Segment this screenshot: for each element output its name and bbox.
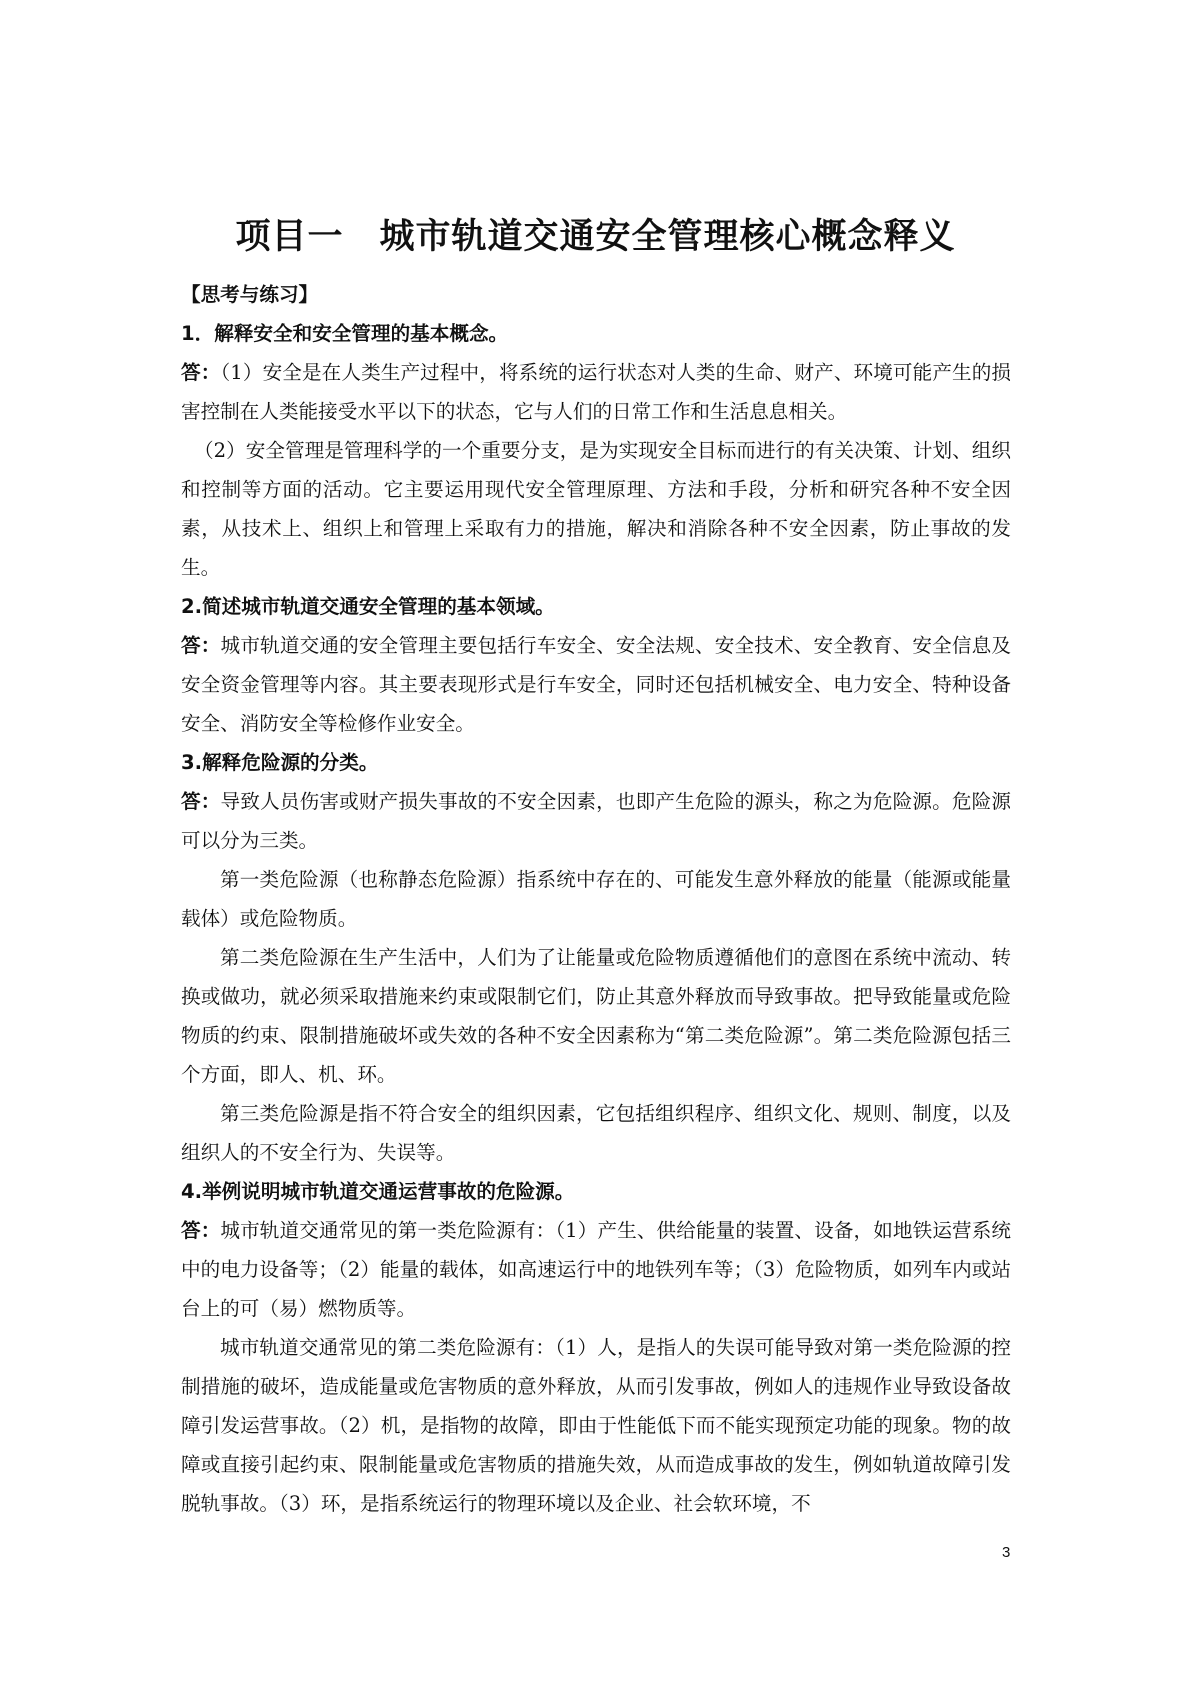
answer-text: （1）安全是在人类生产过程中，将系统的运行状态对人类的生命、财产、环境可能产生的损害控制在人类能接受水平以下的状态，它与人们的日常工作和生活息息相关。 [181, 361, 1012, 423]
answer-4-para-2: 城市轨道交通常见的第二类危险源有：（1）人，是指人的失误可能导致对第一类危险源的控制措施的破坏，造成能量或危害物质的意外释放，从而引发事故，例如人的违规作业导致设备故障引发运营事故。（2）机，是指物的故障，即由于性能低下而不能实现预定功能的现象。物的故障或直接引起约束、限制能量或危害物质的措施失效，从而造成事故的发生，例如轨道故障引发脱轨事故。（3）环，是指系统运行的物理环境以及企业、社会软环境，不 [181, 1336, 1011, 1515]
answer-3-para-3: 第二类危险源在生产生活中，人们为了让能量或危险物质遵循他们的意图在系统中流动、转换或做功，就必须采取措施来约束或限制它们，防止其意外释放而导致事故。把导致能量或危险物质的约束、限制措施破坏或失效的各种不安全因素称为“第二类危险源”。第二类危险源包括三个方面，即人、机、环。 [181, 946, 1011, 1086]
document-body [181, 275, 1011, 1523]
question-1: 1．解释安全和安全管理的基本概念。 [181, 322, 509, 345]
answer-3-para-4: 第三类危险源是指不符合安全的组织因素，它包括组织程序、组织文化、规则、制度，以及组织人的不安全行为、失误等。 [181, 1102, 1011, 1164]
answer-3-para-1 [181, 782, 1011, 860]
page-number: 3 [1002, 1544, 1011, 1561]
answer-4-para-1 [181, 1211, 1011, 1328]
answer-text: 导致人员伤害或财产损失事故的不安全因素，也即产生危险的源头，称之为危险源。危险源可以分为三类。 [181, 790, 1012, 852]
question-4: 4.举例说明城市轨道交通运营事故的危险源。 [181, 1180, 575, 1203]
section-header: 【思考与练习】 [181, 283, 319, 306]
answer-label: 答： [181, 1219, 221, 1242]
page-title: 项目一 城市轨道交通安全管理核心概念释义 [235, 217, 956, 257]
answer-text: 城市轨道交通常见的第一类危险源有：（1）产生、供给能量的装置、设备，如地铁运营系统中的电力设备等；（2）能量的载体，如高速运行中的地铁列车等；（3）危险物质，如列车内或站台上的可（易）燃物质等。 [181, 1219, 1012, 1320]
answer-label: 答： [181, 634, 221, 657]
answer-label: 答： [181, 790, 221, 813]
answer-3-para-2: 第一类危险源（也称静态危险源）指系统中存在的、可能发生意外释放的能量（能源或能量载体）或危险物质。 [181, 868, 1011, 930]
answer-2-para-1 [181, 626, 1011, 743]
answer-1-para-1 [181, 353, 1011, 431]
answer-1-para-2: （2）安全管理是管理科学的一个重要分支，是为实现安全目标而进行的有关决策、计划、组织和控制等方面的活动。它主要运用现代安全管理原理、方法和手段，分析和研究各种不安全因素，从技术上、组织上和管理上采取有力的措施，解决和消除各种不安全因素，防止事故的发生。 [181, 439, 1011, 579]
answer-label: 答： [181, 361, 221, 384]
answer-text: 城市轨道交通的安全管理主要包括行车安全、安全法规、安全技术、安全教育、安全信息及安全资金管理等内容。其主要表现形式是行车安全，同时还包括机械安全、电力安全、特种设备安全、消防安全等检修作业安全。 [181, 634, 1012, 735]
question-3: 3.解释危险源的分类。 [181, 751, 379, 774]
question-2: 2.简述城市轨道交通安全管理的基本领域。 [181, 595, 555, 618]
